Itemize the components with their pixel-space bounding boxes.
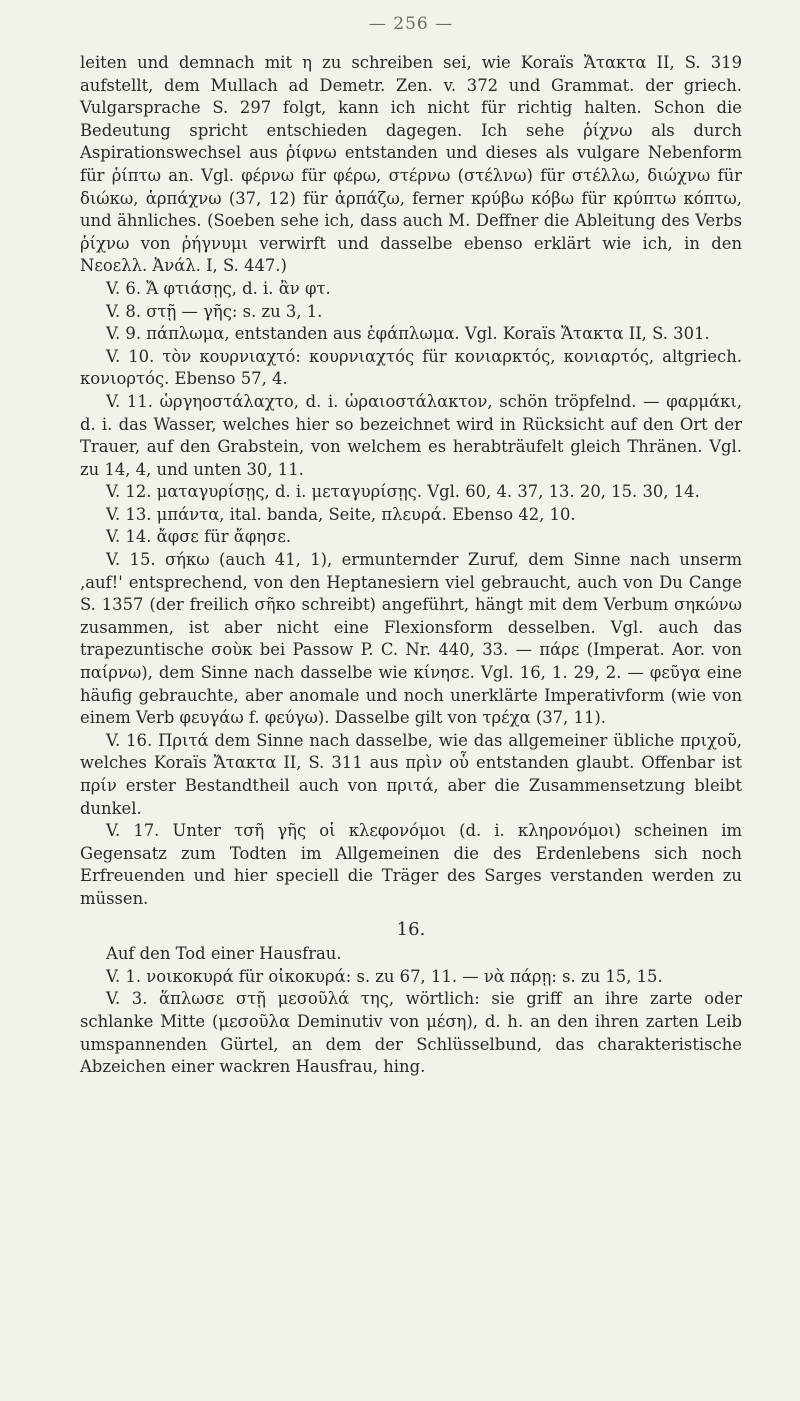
- note-v16: V. 16. Πριτά dem Sinne nach dasselbe, wie das allgemeiner übliche πριχοῦ, welches Koraïs Ἄτακτα II, S. 311 aus πρὶν οὗ entstanden glaubt. Offenbar ist πρίν erster Bestandtheil auch von πριτά, aber die Zusammensetzung bleibt dunkel.: [80, 730, 742, 818]
- note-v8: V. 8. στῇ — γῆς: s. zu 3, 1.: [106, 301, 323, 321]
- note-v14: V. 14. ἄφσε für ἄφησε.: [106, 527, 292, 547]
- note-v15: V. 15. σήκω (auch 41, 1), ermunternder Zuruf, dem Sinne nach unserm ‚auf!' entsprechend, von den Heptanesiern viel gebraucht, auch von Du Cange S. 1357 (der freilich σῆκο schreibt) angeführt, hängt mit dem Verbum σηκώνω zusammen, ist aber nicht eine Flexionsform desselben. Vgl. auch das trapezuntische σοὺκ bei Passow P. C. Nr. 440, 33. — πάρε (Imperat. Aor. von παίρνω), dem Sinne nach dasselbe wie κίνησε. Vgl. 16, 1. 29, 2. — φεῦγα eine häufig gebrauchte, aber anomale und noch unerklärte Imperativform (wie von einem Verb φευγάω f. φεύγω). Dasselbe gilt von τρέχα (37, 11).: [80, 550, 742, 728]
- body-text: [80, 52, 742, 1079]
- note-v10: V. 10. τὸν κουρνιαχτό: κουρνιαχτός für κονιαρκτός, κονιαρτός, altgriech. κονιορτός. Ebenso 57, 4.: [80, 346, 742, 389]
- note-v6: V. 6. Ἄ φτιάσῃς, d. i. ἂν φτ.: [106, 278, 331, 298]
- section-number: 16.: [396, 918, 426, 940]
- note-v12: V. 12. ματαγυρίσῃς, d. i. μεταγυρίσῃς. Vgl. 60, 4. 37, 13. 20, 15. 30, 14.: [106, 482, 700, 502]
- note-v13: V. 13. μπάντα, ital. banda, Seite, πλευρά. Ebenso 42, 10.: [106, 504, 576, 524]
- section-title: Auf den Tod einer Hausfrau.: [106, 944, 342, 964]
- note-v11: V. 11. ὡργηοστάλαχτο, d. i. ὡραιοστάλακτον, schön tröpfelnd. — φαρμάκι, d. i. das Wasser, welches hier so bezeichnet wird in Rücksicht auf den Ort der Trauer, auf den Grabstein, von welchem es herabträufelt gleich Thränen. Vgl. zu 14, 4, und unten 30, 11.: [80, 391, 742, 479]
- page-number: — 256 —: [368, 14, 454, 34]
- note-v9: V. 9. πάπλωμα, entstanden aus ἐφάπλωμα. Vgl. Koraïs Ἄτακτα II, S. 301.: [106, 324, 710, 344]
- note-v17: V. 17. Unter τσῆ γῆς οἱ κλεφονόμοι (d. i. κληρονόμοι) scheinen im Gegensatz zum Todten im Allgemeinen die des Erdenlebens sich noch Erfreuenden und hier speciell die Träger des Sarges verstanden werden zu müssen.: [80, 821, 742, 908]
- intro-paragraph: leiten und demnach mit η zu schreiben sei, wie Koraïs Ἄτακτα II, S. 319 aufstellt, dem Mullach ad Demetr. Zen. v. 372 und Grammat. der griech. Vulgarsprache S. 297 folgt, kann ich nicht für richtig halten. Schon die Bedeutung spricht entschieden dagegen. Ich sehe ῥίχνω als durch Aspirationswechsel aus ῥίφνω entstanden und dieses als vulgare Nebenform für ῥίπτω an. Vgl. φέρνω für φέρω, στέρνω (στέλνω) für στέλλω, διώχνω für διώκω, ἁρπάχνω (37, 12) für ἁρπάζω, ferner κρύβω κόβω für κρύπτω κόπτω, und ähnliches. (Soeben sehe ich, dass auch M. Deffner die Ableitung des Verbs ῥίχνω von ῥήγνυμι verwirft und dasselbe ebenso erklärt wie ich, in den Νεοελλ. Ἀνάλ. I, S. 447.): [80, 53, 742, 276]
- note-16-v1: V. 1. νοικοκυρά für οἰκοκυρά: s. zu 67, 11. — νὰ πάρῃ: s. zu 15, 15.: [106, 966, 663, 986]
- note-16-v3: V. 3. ἅπλωσε στῇ μεσοῦλά της, wörtlich: sie griff an ihre zarte oder schlanke Mitte (μεσοῦλα Deminutiv von μέση), d. h. an den ihren zarten Leib umspannenden Gürtel, an dem der Schlüsselbund, das charakteristische Abzeichen einer wackren Hausfrau, hing.: [80, 989, 742, 1077]
